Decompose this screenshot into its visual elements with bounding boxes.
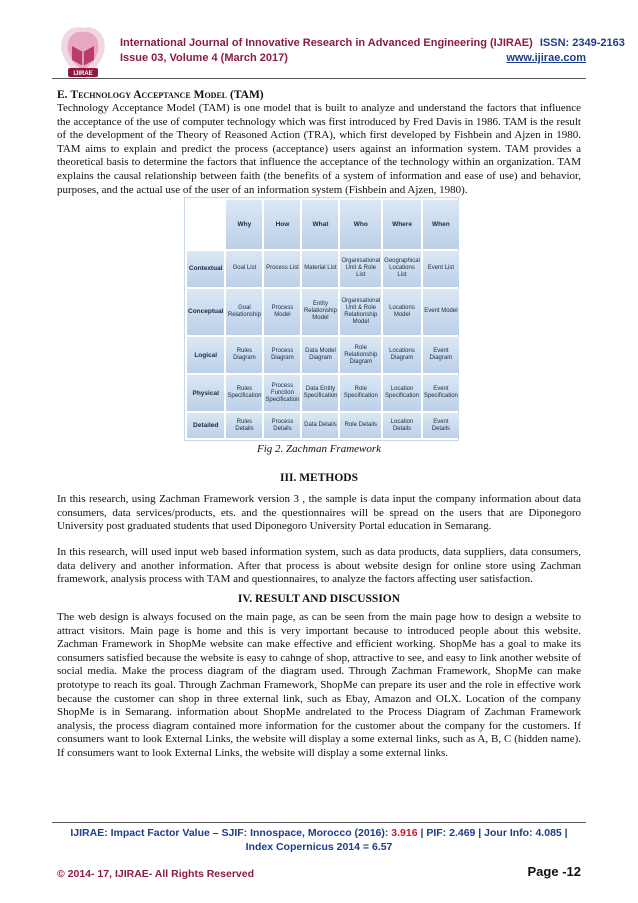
zachman-cell: Event Diagram <box>423 337 459 373</box>
page-header <box>0 0 638 84</box>
copyright: © 2014- 17, IJIRAE- All Rights Reserved <box>57 868 255 880</box>
footer-impact <box>57 826 581 854</box>
zachman-cell: Locations Diagram <box>383 337 421 373</box>
zachman-framework-figure <box>184 197 459 441</box>
zachman-row <box>187 251 459 287</box>
figure-caption: Fig 2. Zachman Framework <box>256 443 382 455</box>
svg-text:IJIRAE: IJIRAE <box>73 71 93 77</box>
zachman-cell: Organisational Unit & Role Relationship Model <box>340 289 381 336</box>
zachman-cell: Goal List <box>226 251 262 287</box>
zachman-table <box>185 198 461 440</box>
zachman-cell: Location Details <box>383 413 421 438</box>
journal-name: International Journal of Innovative Research in Advanced Engineering (IJIRAE) <box>120 37 533 49</box>
column-header: How <box>264 200 300 249</box>
footer-rule <box>52 822 586 823</box>
zachman-cell: Material List <box>302 251 338 287</box>
zachman-cell: Process Diagram <box>264 337 300 373</box>
zachman-row <box>187 289 459 336</box>
row-header: Logical <box>187 337 224 373</box>
impact-value: 3.916 <box>391 827 418 839</box>
zachman-cell: Process Model <box>264 289 300 336</box>
results-heading: IV. RESULT AND DISCUSSION <box>237 593 401 605</box>
zachman-row <box>187 375 459 411</box>
zachman-cell: Process Details <box>264 413 300 438</box>
zachman-cell: Rules Specification <box>226 375 262 411</box>
zachman-cell: Role Details <box>340 413 381 438</box>
zachman-cell: Locations Model <box>383 289 421 336</box>
issn: ISSN: 2349-2163 <box>539 37 625 49</box>
column-header: When <box>423 200 459 249</box>
zachman-row <box>187 337 459 373</box>
column-header: Why <box>226 200 262 249</box>
zachman-cell: Event List <box>423 251 459 287</box>
zachman-cell: Event Details <box>423 413 459 438</box>
zachman-cell: Event Model <box>423 289 459 336</box>
issue-info: Issue 03, Volume 4 (March 2017) <box>120 52 288 64</box>
section-e-title: Technology Acceptance Model (TAM) <box>70 89 264 101</box>
journal-title <box>120 37 625 49</box>
zachman-header-row <box>187 200 459 249</box>
zachman-cell: Rules Diagram <box>226 337 262 373</box>
zachman-row <box>187 413 459 438</box>
section-e-heading <box>57 89 264 101</box>
methods-paragraph-2: In this research, will used input web based information system, such as data products, data suppliers, data consumers, data delivery and another information. After that process is about website design for online store using Zachman framework, analysis process with TAM and questionnaires, to analyze the factors affecting user satisfaction. <box>57 546 581 586</box>
copernicus-index: Index Copernicus 2014 = 6.57 <box>245 841 393 853</box>
methods-heading: III. METHODS <box>280 472 358 484</box>
zachman-cell: Geographical Locations List <box>383 251 421 287</box>
zachman-cell: Goal Relationship <box>226 289 262 336</box>
row-header: Physical <box>187 375 224 411</box>
tam-paragraph: Technology Acceptance Model (TAM) is one model that is built to analyze and understand the factors that influence the acceptance of the use of computer technology which was first introduced by Fred Davis in 1986. TAM is the result of the development of the Theory of Reasoned Action (TRA), which first developed by Fishbein and Ajzen in 1980. TAM aims to explain and predict the process (acceptance) users against an information system. TAM provides a theoretical basis to determine the factors that influence the acceptance of the technology within an organization. TAM explains the causal relationship between faith (the benefits of a system of information and ease of use) and behavior, purposes, and the actual use of the user of an information system (Fishbein and Ajzen, 1980). <box>57 102 581 196</box>
zachman-cell: Location Specification <box>383 375 421 411</box>
section-e-label: E. <box>57 89 68 101</box>
zachman-cell: Event Specification <box>423 375 459 411</box>
corner-cell <box>187 200 224 249</box>
row-header: Detailed <box>187 413 224 438</box>
zachman-cell: Data Details <box>302 413 338 438</box>
page-number: Page -12 <box>527 864 581 879</box>
impact-suffix: | PIF: 2.469 | Jour Info: 4.085 | <box>417 827 568 839</box>
results-paragraph: The web design is always focused on the main page, as can be seen from the main page how to design a website to attract visitors. Main page is home and this is very important because to introduced people about this website. Zachman Framework in ShopMe website can make effective and efficient working. ShopMe has a goal to make its consumers satisfied because the website is easy to cahnge of shop, attractive to see, and easy to link another website of social media. Make the process diagram of the diagram used. Through Zachman Framework, ShopMe can make prototype to reach its goal. Through Zachman Framework, ShopMe can prepare its user and the role in effective work because the customer can shop in three external link, such as Ebay, Amazon and OLX. Location of the company ShopMe is in Semarang. information about ShopMe andrelated to the Process Diagram of Zachman Framework analysis, the process diagram contained more information for the customer about the company for the customers. If consumers want to look External Links, the website will display a some external links, such as A, B, C (hidden name). If consumers want to look External Links, the website will display a some external links. <box>57 611 581 759</box>
zachman-cell: Data Entity Specification <box>302 375 338 411</box>
column-header: What <box>302 200 338 249</box>
column-header: Where <box>383 200 421 249</box>
zachman-cell: Process Function Specification <box>264 375 300 411</box>
zachman-cell: Entity Relationship Model <box>302 289 338 336</box>
zachman-cell: Process List <box>264 251 300 287</box>
zachman-cell: Role Relationship Diagram <box>340 337 381 373</box>
zachman-cell: Organisational Unit & Role List <box>340 251 381 287</box>
header-rule <box>52 78 586 79</box>
zachman-cell: Rules Details <box>226 413 262 438</box>
zachman-cell: Data Model Diagram <box>302 337 338 373</box>
methods-paragraph-1: In this research, using Zachman Framework version 3 , the sample is data input the company information about data consumers, data services/products, ets. and the questionnaires will be spread on the users that are Diponegoro University post graduated students that used Diponegoro University Portal education in Semarang. <box>57 493 581 533</box>
impact-prefix: IJIRAE: Impact Factor Value – SJIF: Innospace, Morocco (2016): <box>70 827 392 839</box>
row-header: Contextual <box>187 251 224 287</box>
zachman-cell: Role Specification <box>340 375 381 411</box>
website-link[interactable]: www.ijirae.com <box>506 52 586 64</box>
ijirae-logo <box>56 22 110 80</box>
row-header: Conceptual <box>187 289 224 336</box>
column-header: Who <box>340 200 381 249</box>
